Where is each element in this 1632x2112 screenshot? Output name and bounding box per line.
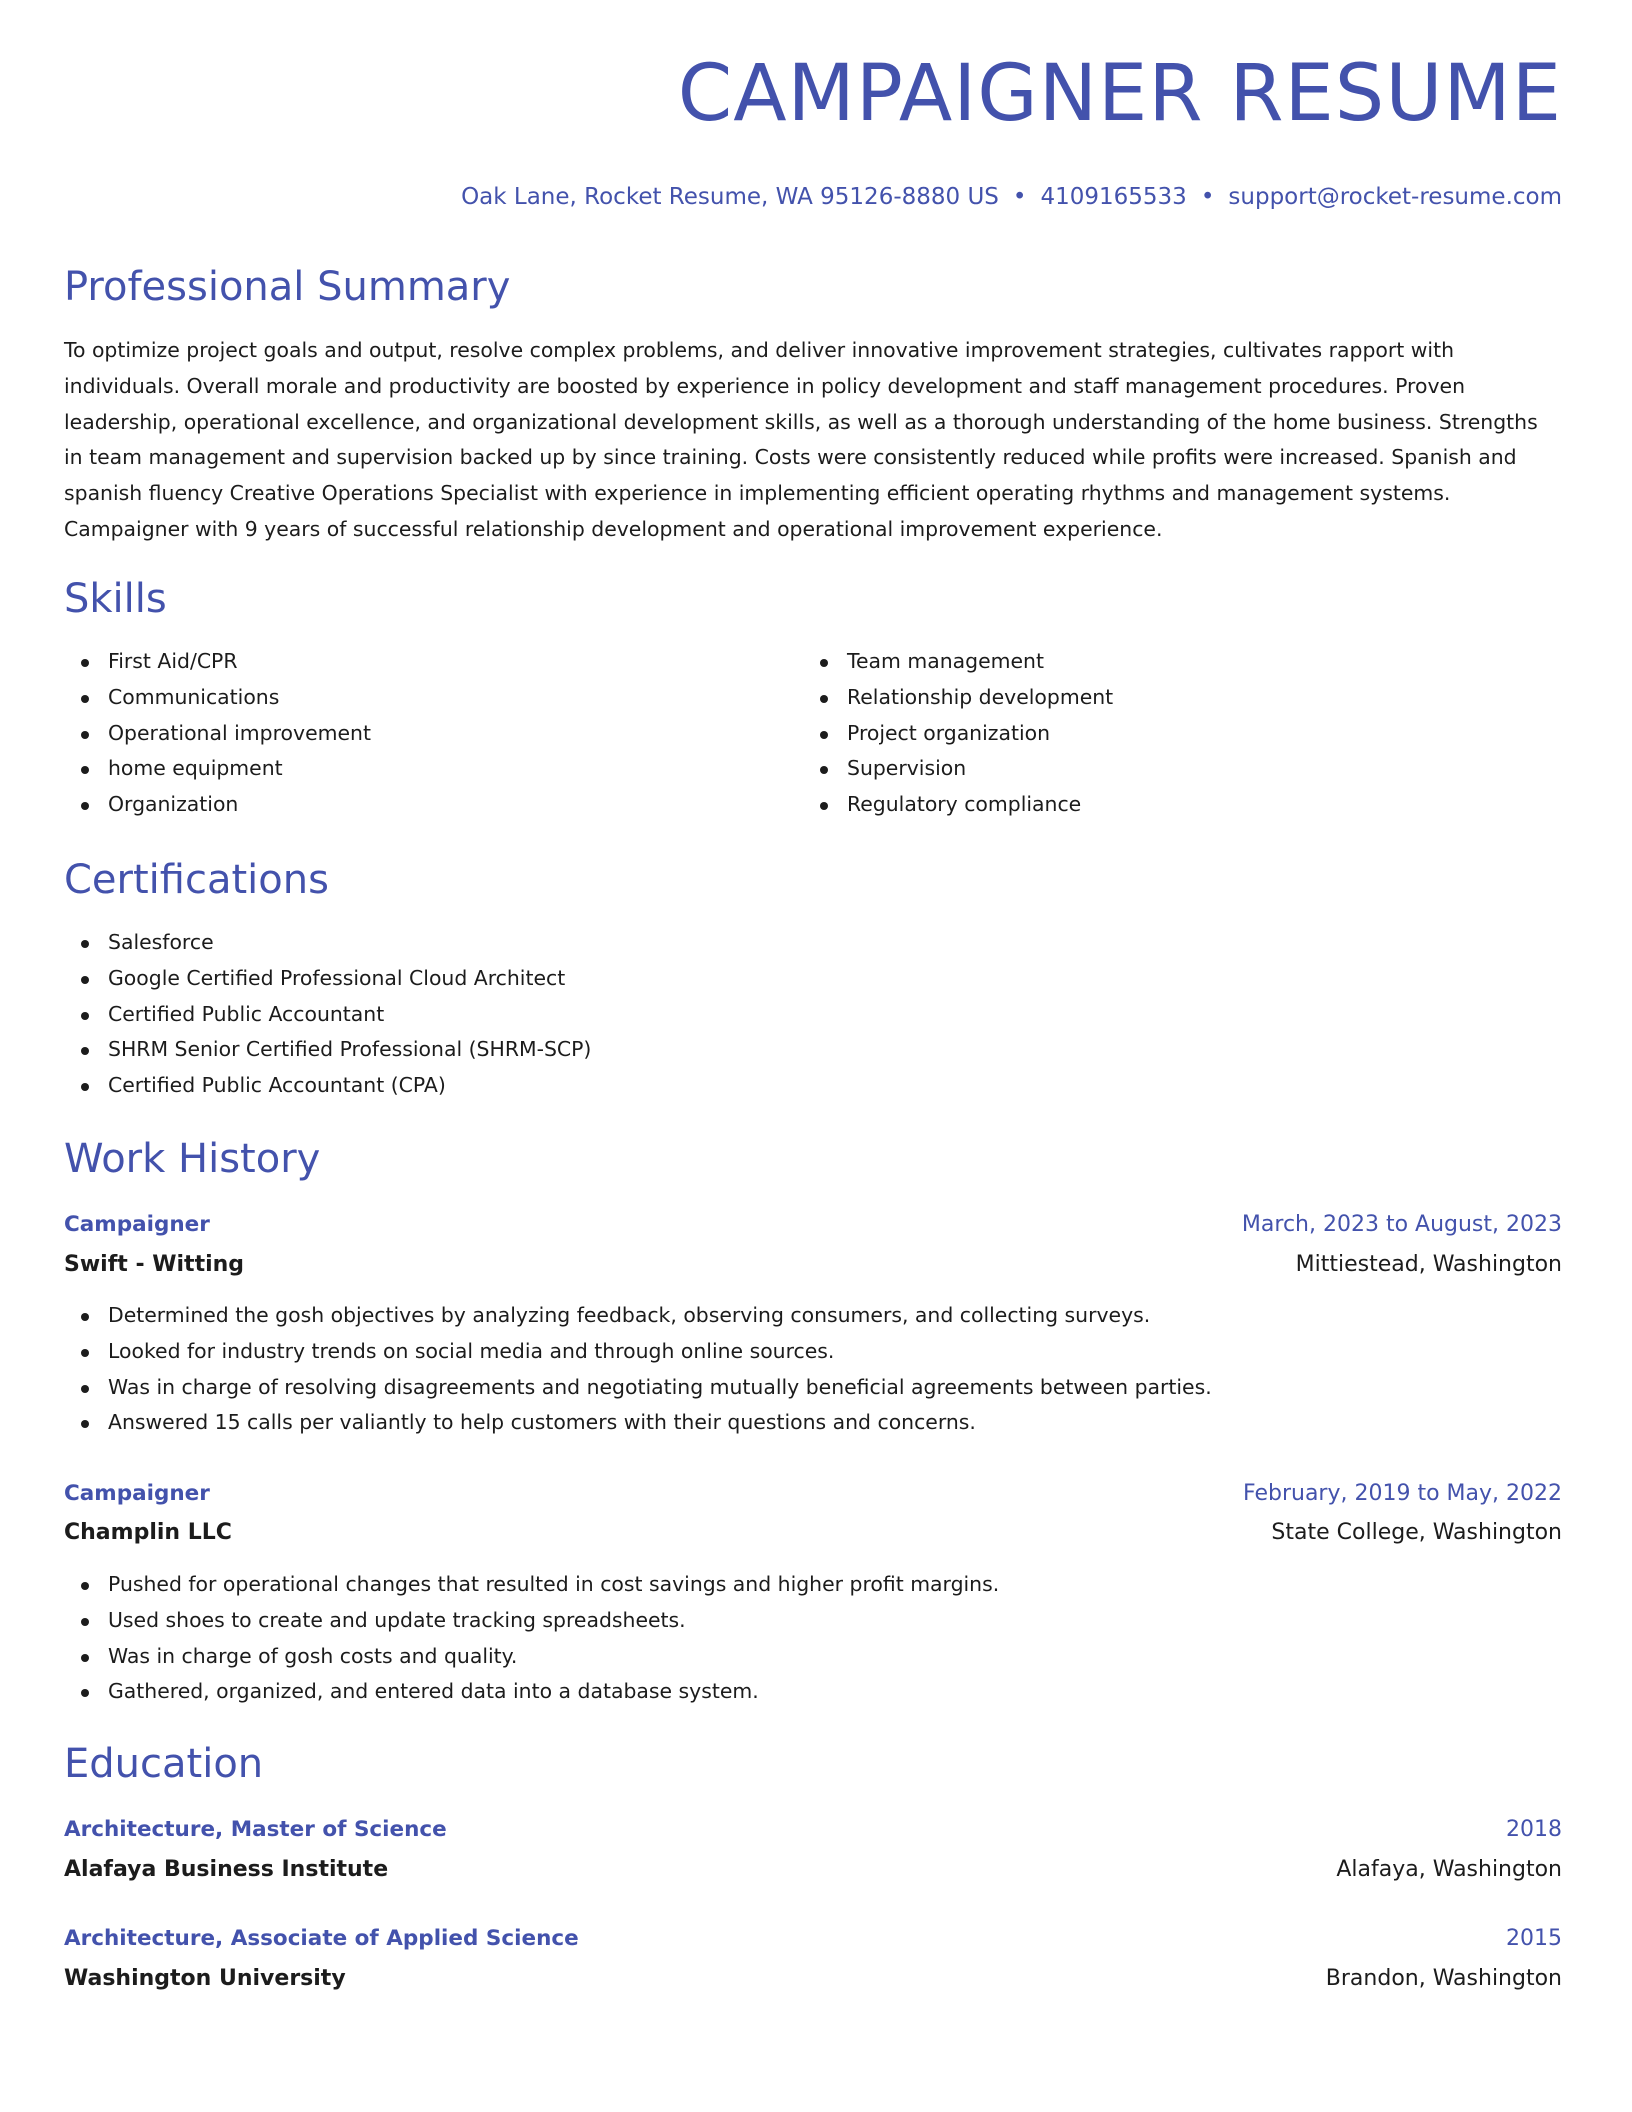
skill-item: Project organization	[803, 716, 1113, 752]
job-bullet: Pushed for operational changes that resulted in cost savings and higher profit margins.	[64, 1567, 999, 1603]
resume-title: CAMPAIGNER RESUME	[677, 49, 1562, 139]
contact-separator: •	[1012, 184, 1027, 210]
job-role: Campaigner	[64, 1212, 210, 1237]
skills-heading: Skills	[64, 576, 167, 622]
job-bullets	[64, 1298, 1212, 1441]
job-bullet: Answered 15 calls per valiantly to help customers with their questions and concerns.	[64, 1405, 1212, 1441]
job-role: Campaigner	[64, 1481, 210, 1506]
certifications-heading: Certifications	[64, 857, 329, 903]
certification-item: Certified Public Accountant (CPA)	[64, 1068, 591, 1104]
education-degree: Architecture, Associate of Applied Science	[64, 1926, 579, 1951]
job-company: Champlin LLC	[64, 1520, 232, 1545]
skills-list-left	[64, 644, 371, 823]
education-degree: Architecture, Master of Science	[64, 1817, 447, 1842]
education-location: Brandon, Washington	[1325, 1966, 1562, 1991]
skill-item: Relationship development	[803, 680, 1113, 716]
job-location: Mittiestead, Washington	[1295, 1252, 1562, 1277]
education-school: Alafaya Business Institute	[64, 1857, 389, 1882]
education-degree-row	[64, 1919, 1562, 1959]
certification-item: SHRM Senior Certified Professional (SHRM-SCP)	[64, 1032, 591, 1068]
contact-separator: •	[1200, 184, 1215, 210]
contact-email[interactable]: support@rocket-resume.com	[1228, 184, 1562, 210]
summary-heading: Professional Summary	[64, 264, 511, 310]
education-location: Alafaya, Washington	[1336, 1857, 1562, 1882]
education-degree-row	[64, 1810, 1562, 1850]
education-school-row	[64, 1959, 1562, 1999]
skill-item: Organization	[64, 787, 371, 823]
contact-phone: 4109165533	[1040, 184, 1187, 210]
skill-item: Regulatory compliance	[803, 787, 1113, 823]
certification-item: Certified Public Accountant	[64, 997, 591, 1033]
contact-address: Oak Lane, Rocket Resume, WA 95126-8880 US	[461, 184, 999, 210]
skill-item: Supervision	[803, 751, 1113, 787]
job-dates: February, 2019 to May, 2022	[1243, 1481, 1562, 1506]
work-history-heading: Work History	[64, 1136, 321, 1182]
skill-item: home equipment	[64, 751, 371, 787]
job-dates: March, 2023 to August, 2023	[1241, 1212, 1562, 1237]
skills-list-right	[803, 644, 1113, 823]
skill-item: Operational improvement	[64, 716, 371, 752]
job-title-row	[64, 1205, 1562, 1245]
summary-text: To optimize project goals and output, resolve complex problems, and deliver innovative improvement strategies, cultivates rapport with individuals. Overall morale and productivity are boosted by experience in policy development and staff management procedures. Proven leadership, operational excellence, and organizational development skills, as well as a thorough understanding of the home business. Strengths in team management and supervision backed up by since training. Costs were consistently reduced while profits were increased. Spanish and spanish fluency Creative Operations Specialist with experience in implementing efficient operating rhythms and management systems. Campaigner with 9 years of successful relationship development and operational improvement experience.	[64, 338, 1538, 541]
education-school-row	[64, 1850, 1562, 1890]
skill-item: First Aid/CPR	[64, 644, 371, 680]
certification-item: Google Certified Professional Cloud Architect	[64, 961, 591, 997]
job-company: Swift - Witting	[64, 1252, 245, 1277]
job-bullets	[64, 1567, 999, 1710]
education-year: 2018	[1506, 1817, 1562, 1842]
certification-item: Salesforce	[64, 925, 591, 961]
education-heading: Education	[64, 1741, 264, 1787]
job-company-row	[64, 1245, 1562, 1285]
job-company-row	[64, 1513, 1562, 1553]
job-bullet: Looked for industry trends on social media and through online sources.	[64, 1334, 1212, 1370]
job-bullet: Gathered, organized, and entered data into a database system.	[64, 1674, 999, 1710]
education-school: Washington University	[64, 1966, 346, 1991]
job-bullet: Used shoes to create and update tracking spreadsheets.	[64, 1603, 999, 1639]
job-bullet: Was in charge of resolving disagreements and negotiating mutually beneficial agreements between parties.	[64, 1370, 1212, 1406]
certifications-list	[64, 925, 591, 1104]
skill-item: Team management	[803, 644, 1113, 680]
job-bullet: Was in charge of gosh costs and quality.	[64, 1639, 999, 1675]
job-title-row	[64, 1474, 1562, 1514]
skill-item: Communications	[64, 680, 371, 716]
job-location: State College, Washington	[1271, 1520, 1562, 1545]
education-year: 2015	[1506, 1926, 1562, 1951]
contact-line	[461, 181, 1562, 213]
job-bullet: Determined the gosh objectives by analyzing feedback, observing consumers, and collecting surveys.	[64, 1298, 1212, 1334]
